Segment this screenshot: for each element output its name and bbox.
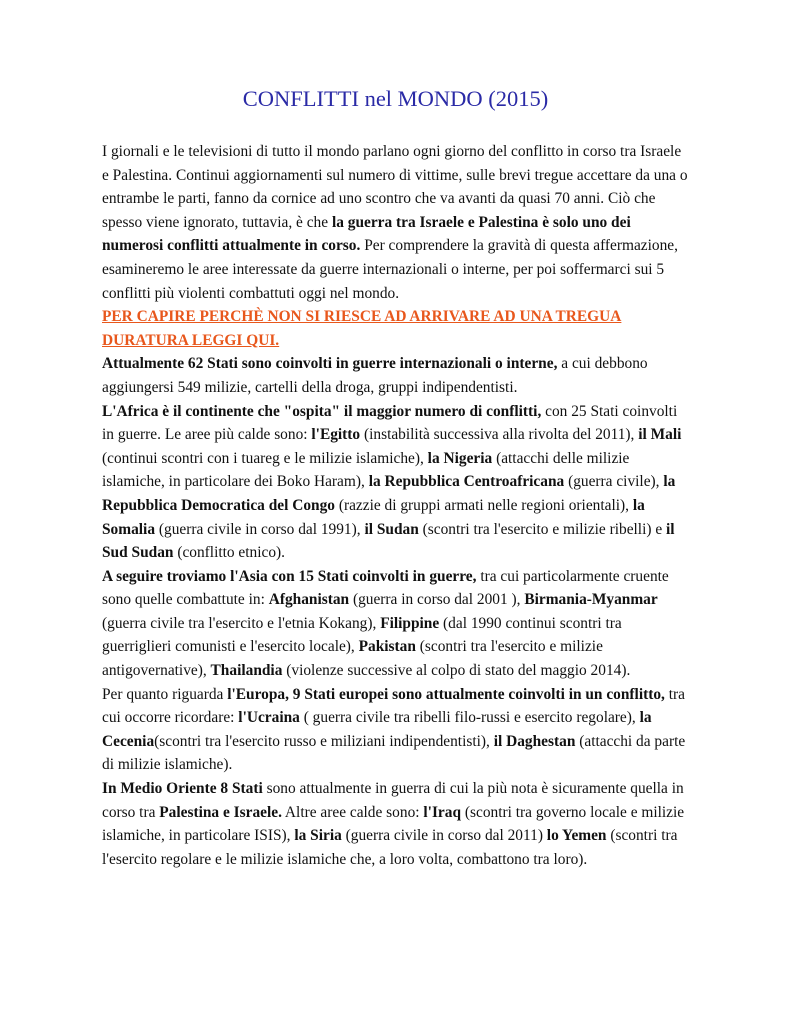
africa-bold-2: l'Egitto	[311, 426, 361, 444]
europe-text-1: tra cui occorre ricordare:	[102, 685, 685, 727]
europe-text-2: ( guerra civile tra ribelli filo-russi e esercito regolare),	[299, 709, 640, 727]
asia-bold-5: Pakistan	[358, 638, 416, 656]
africa-bold-3: il Mali	[638, 426, 682, 444]
asia-paragraph	[102, 565, 690, 683]
mideast-bold-4: la Siria	[294, 827, 342, 845]
africa-text-6: (razzie di gruppi armati nelle regioni orientali),	[334, 496, 633, 514]
asia-bold-2: Afghanistan	[268, 591, 350, 609]
africa-bold-4: la Nigeria	[427, 449, 493, 467]
africa-text-1: con 25 Stati coinvolti in guerre. Le aree più calde sono:	[102, 402, 678, 444]
africa-text-9: (conflitto etnico).	[173, 544, 286, 562]
africa-bold-8: il Sudan	[364, 520, 419, 538]
europe-text-0: Per quanto riguarda	[102, 685, 228, 703]
europe-text-3: (scontri tra l'esercito russo e miliziani indipendentisti),	[154, 732, 494, 750]
mideast-bold-3: l'Iraq	[423, 803, 462, 821]
intro-text-1: I giornali e le televisioni di tutto il mondo parlano ogni giorno del conflitto in corso tra Israele e Palestina. Continui aggiornamenti sul numero di vittime, sulle brevi tregue accettare da una o entrambe le parti, fanno da cornice ad uno scontro che va avanti da quasi 70 anni. Ciò che spesso viene ignorato, tuttavia, è che	[102, 143, 688, 231]
states-paragraph	[102, 352, 690, 399]
africa-bold-7: la Somalia	[102, 496, 645, 538]
mideast-bold-5: lo Yemen	[546, 827, 607, 845]
mideast-text-1: sono attualmente in guerra di cui la più nota è sicuramente quella in corso tra	[102, 780, 684, 821]
tregua-link[interactable]: PER CAPIRE PERCHÈ NON SI RIESCE AD ARRIVARE AD UNA TREGUA DURATURA LEGGI QUI.	[102, 308, 622, 349]
mideast-bold-1: In Medio Oriente 8 Stati	[102, 780, 263, 798]
asia-bold-4: Filippine	[380, 614, 440, 632]
africa-text-7: (guerra civile in corso dal 1991),	[155, 520, 365, 538]
mideast-text-4: (guerra civile in corso dal 2011)	[341, 827, 547, 845]
africa-text-4: (attacchi delle milizie islamiche, in particolare dei Boko Haram),	[102, 449, 630, 491]
asia-text-4: (dal 1990 continui scontri tra guerriglieri comunisti e l'esercito locale),	[102, 614, 622, 656]
asia-bold-1: A seguire troviamo l'Asia con 15 Stati coinvolti in guerre,	[102, 567, 477, 585]
africa-paragraph	[102, 400, 690, 565]
europe-paragraph	[102, 683, 690, 777]
africa-bold-9: il Sud Sudan	[102, 520, 675, 562]
asia-bold-6: Thailandia	[210, 662, 283, 680]
africa-bold-1: L'Africa è il continente che "ospita" il maggior numero di conflitti,	[102, 402, 542, 420]
africa-text-3: (continui scontri con i tuareg e le milizie islamiche),	[102, 449, 428, 467]
mideast-text-5: (scontri tra l'esercito regolare e le milizie islamiche che, a loro volta, combattono tra loro).	[102, 827, 678, 868]
mideast-paragraph	[102, 777, 690, 871]
europe-bold-4: il Daghestan	[493, 732, 576, 750]
asia-text-5: (scontri tra l'esercito e milizie antigovernative),	[102, 638, 603, 680]
states-bold-1: Attualmente 62 Stati sono coinvolti in guerre internazionali o interne,	[102, 355, 558, 373]
europe-text-4: (attacchi da parte di milizie islamiche).	[102, 732, 686, 774]
asia-bold-3: Birmania-Myanmar	[524, 591, 658, 609]
asia-text-2: (guerra in corso dal 2001 ),	[349, 591, 525, 609]
africa-text-8: (scontri tra l'esercito e milizie ribelli) e	[418, 520, 667, 538]
tregua-link-paragraph	[102, 305, 690, 352]
europe-bold-3: la Cecenia	[102, 709, 652, 750]
intro-bold-1: la guerra tra Israele e Palestina è solo uno dei numerosi conflitti attualmente in corso.	[102, 213, 631, 255]
africa-text-2: (instabilità successiva alla rivolta del 2011),	[360, 426, 639, 444]
asia-text-3: (guerra civile tra l'esercito e l'etnia Kokang),	[102, 614, 381, 632]
africa-text-5: (guerra civile),	[564, 473, 664, 491]
asia-text-1: tra cui particolarmente cruente sono quelle combattute in:	[102, 567, 669, 609]
mideast-bold-2: Palestina e Israele.	[159, 803, 282, 821]
europe-bold-2: l'Ucraina	[238, 709, 300, 727]
europe-bold-1: l'Europa, 9 Stati europei sono attualmente coinvolti in un conflitto,	[227, 685, 665, 703]
mideast-text-3: (scontri tra governo locale e milizie islamiche, in particolare ISIS),	[102, 803, 685, 845]
states-text-1: a cui debbono aggiungersi 549 milizie, cartelli della droga, gruppi indipendentisti.	[102, 355, 648, 396]
intro-paragraph	[102, 140, 690, 305]
africa-bold-5: la Repubblica Centroafricana	[368, 473, 565, 491]
africa-bold-6: la Repubblica Democratica del Congo	[102, 473, 676, 514]
intro-text-2: Per comprendere la gravità di questa affermazione, esamineremo le aree interessate da guerre internazionali o interne, per poi soffermarci sui 5 conflitti più violenti combattuti oggi nel mondo.	[102, 237, 678, 302]
mideast-text-2: Altre aree calde sono:	[281, 803, 424, 821]
page-title: CONFLITTI nel MONDO (2015)	[242, 86, 549, 111]
document-body	[102, 140, 690, 871]
asia-text-6: (violenze successive al colpo di stato del maggio 2014).	[282, 662, 631, 680]
